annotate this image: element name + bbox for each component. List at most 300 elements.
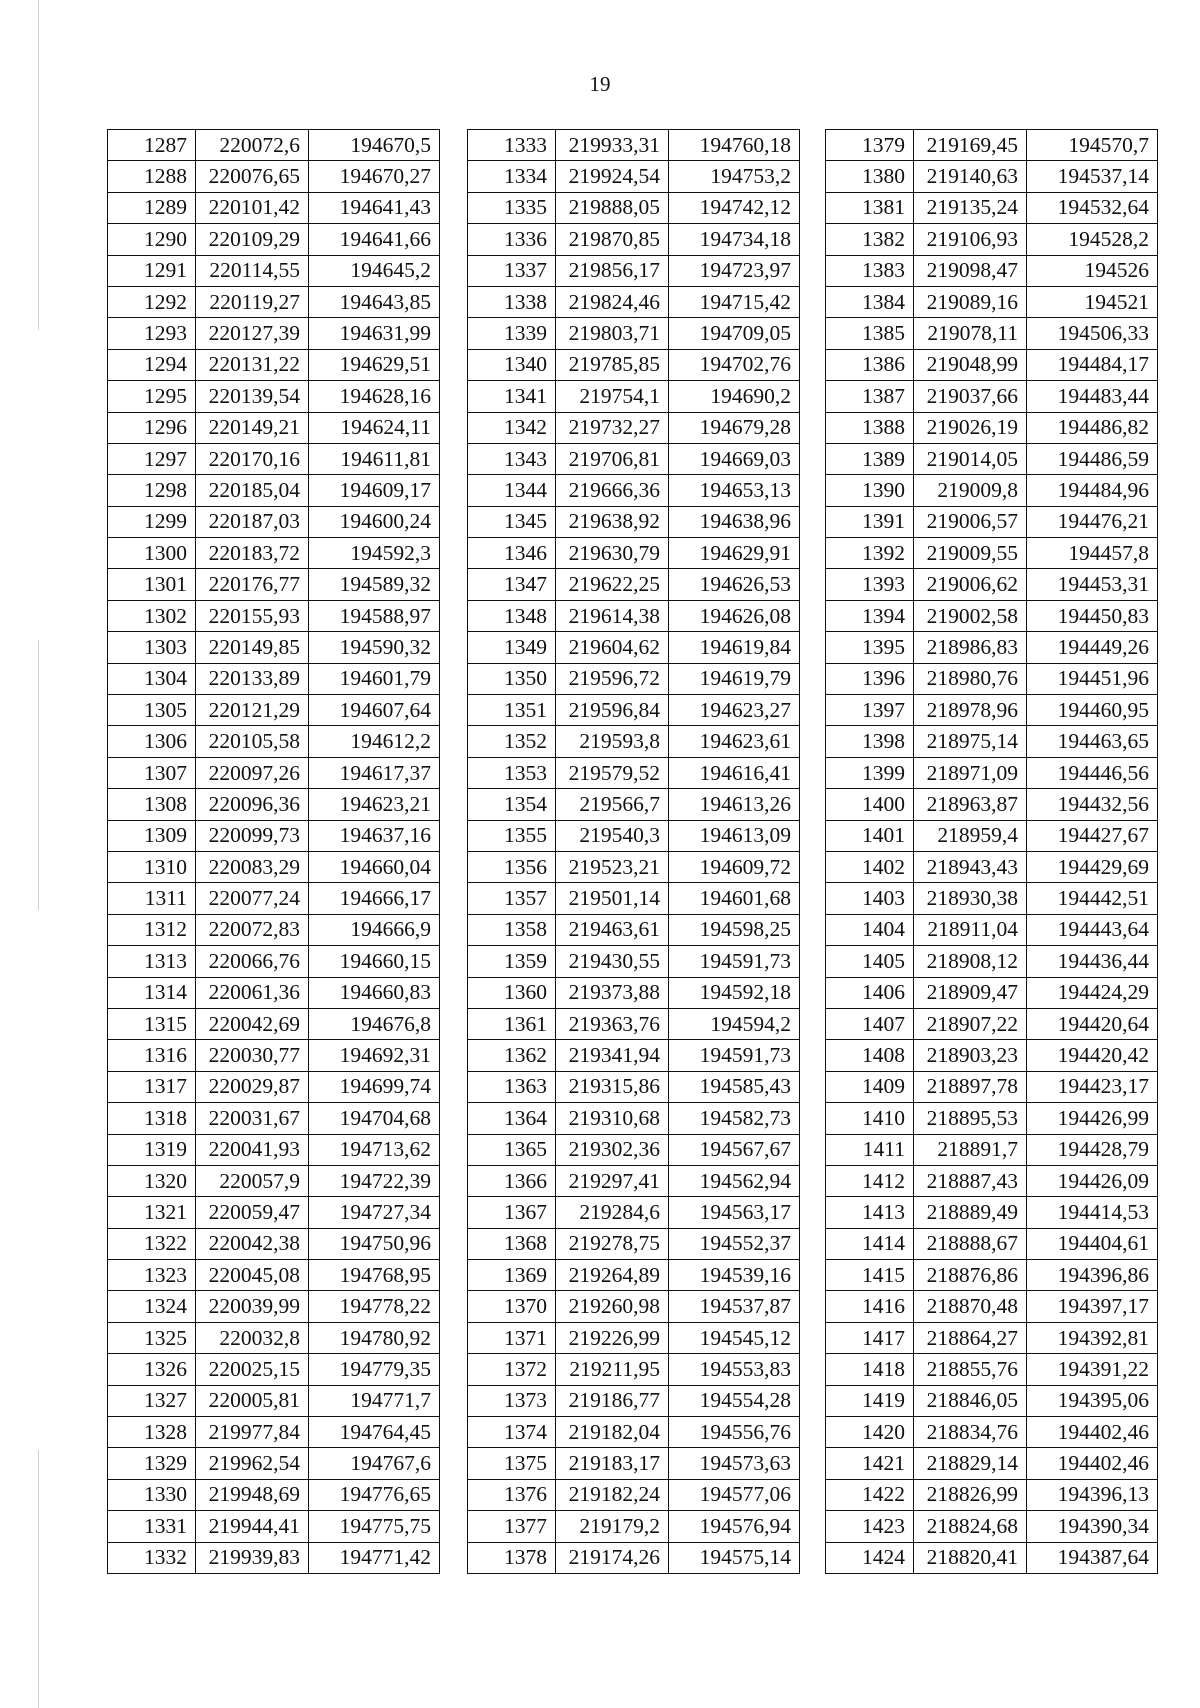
- table-row: [826, 1354, 1158, 1385]
- table-row: [108, 255, 440, 286]
- table-row: [826, 1040, 1158, 1071]
- point-number-cell: 1360: [468, 977, 556, 1008]
- x-coordinate-cell: 218855,76: [914, 1354, 1027, 1385]
- x-coordinate-cell: 219803,71: [556, 318, 669, 349]
- point-number-cell: 1390: [826, 475, 914, 506]
- y-coordinate-cell: 194638,96: [669, 506, 800, 537]
- x-coordinate-cell: 218891,7: [914, 1134, 1027, 1165]
- point-number-cell: 1306: [108, 726, 196, 757]
- y-coordinate-cell: 194443,64: [1027, 914, 1158, 945]
- x-coordinate-cell: 218887,43: [914, 1165, 1027, 1196]
- point-number-cell: 1322: [108, 1228, 196, 1259]
- scan-margin-line-bottom: [38, 1450, 39, 1708]
- table-row: [468, 1071, 800, 1102]
- y-coordinate-cell: 194562,94: [669, 1165, 800, 1196]
- point-number-cell: 1317: [108, 1071, 196, 1102]
- point-number-cell: 1363: [468, 1071, 556, 1102]
- table-row: [468, 1134, 800, 1165]
- y-coordinate-cell: 194563,17: [669, 1197, 800, 1228]
- point-number-cell: 1318: [108, 1103, 196, 1134]
- y-coordinate-cell: 194391,22: [1027, 1354, 1158, 1385]
- table-row: [108, 851, 440, 882]
- table-row: [826, 1228, 1158, 1259]
- y-coordinate-cell: 194690,2: [669, 381, 800, 412]
- table-row: [826, 1448, 1158, 1479]
- point-number-cell: 1358: [468, 914, 556, 945]
- point-number-cell: 1384: [826, 286, 914, 317]
- table-row: [468, 161, 800, 192]
- table-row: [826, 883, 1158, 914]
- x-coordinate-cell: 220149,85: [196, 632, 309, 663]
- y-coordinate-cell: 194609,17: [309, 475, 440, 506]
- y-coordinate-cell: 194637,16: [309, 820, 440, 851]
- x-coordinate-cell: 219078,11: [914, 318, 1027, 349]
- table-row: [826, 757, 1158, 788]
- table-row: [468, 1103, 800, 1134]
- x-coordinate-cell: 218943,43: [914, 851, 1027, 882]
- table-row: [826, 412, 1158, 443]
- y-coordinate-cell: 194723,97: [669, 255, 800, 286]
- x-coordinate-cell: 219924,54: [556, 161, 669, 192]
- table-row: [826, 851, 1158, 882]
- table-row: [108, 224, 440, 255]
- y-coordinate-cell: 194594,2: [669, 1008, 800, 1039]
- x-coordinate-cell: 219260,98: [556, 1291, 669, 1322]
- x-coordinate-cell: 219666,36: [556, 475, 669, 506]
- y-coordinate-cell: 194778,22: [309, 1291, 440, 1322]
- y-coordinate-cell: 194692,31: [309, 1040, 440, 1071]
- table-row: [468, 977, 800, 1008]
- table-row: [468, 1040, 800, 1071]
- table-row: [108, 632, 440, 663]
- coordinates-table-2: [467, 129, 800, 1574]
- point-number-cell: 1399: [826, 757, 914, 788]
- table-row: [468, 1417, 800, 1448]
- point-number-cell: 1326: [108, 1354, 196, 1385]
- point-number-cell: 1290: [108, 224, 196, 255]
- x-coordinate-cell: 219933,31: [556, 130, 669, 161]
- point-number-cell: 1311: [108, 883, 196, 914]
- x-coordinate-cell: 218978,96: [914, 695, 1027, 726]
- y-coordinate-cell: 194528,2: [1027, 224, 1158, 255]
- table-row: [826, 161, 1158, 192]
- x-coordinate-cell: 219523,21: [556, 851, 669, 882]
- table-row: [468, 130, 800, 161]
- x-coordinate-cell: 220025,15: [196, 1354, 309, 1385]
- table-row: [468, 318, 800, 349]
- coordinates-table-1: [107, 129, 440, 1574]
- table-row: [826, 192, 1158, 223]
- y-coordinate-cell: 194760,18: [669, 130, 800, 161]
- table-row: [826, 1511, 1158, 1542]
- x-coordinate-cell: 218820,41: [914, 1542, 1027, 1573]
- point-number-cell: 1328: [108, 1417, 196, 1448]
- y-coordinate-cell: 194396,86: [1027, 1260, 1158, 1291]
- table-row: [468, 569, 800, 600]
- x-coordinate-cell: 220155,93: [196, 600, 309, 631]
- y-coordinate-cell: 194780,92: [309, 1322, 440, 1353]
- y-coordinate-cell: 194426,99: [1027, 1103, 1158, 1134]
- x-coordinate-cell: 220170,16: [196, 443, 309, 474]
- point-number-cell: 1420: [826, 1417, 914, 1448]
- point-number-cell: 1296: [108, 412, 196, 443]
- table-row: [108, 1448, 440, 1479]
- table-row: [826, 977, 1158, 1008]
- y-coordinate-cell: 194609,72: [669, 851, 800, 882]
- x-coordinate-cell: 220105,58: [196, 726, 309, 757]
- x-coordinate-cell: 220042,38: [196, 1228, 309, 1259]
- table-row: [826, 318, 1158, 349]
- table-row: [108, 161, 440, 192]
- y-coordinate-cell: 194591,73: [669, 1040, 800, 1071]
- y-coordinate-cell: 194629,51: [309, 349, 440, 380]
- y-coordinate-cell: 194702,76: [669, 349, 800, 380]
- x-coordinate-cell: 220059,47: [196, 1197, 309, 1228]
- table-row: [108, 946, 440, 977]
- point-number-cell: 1287: [108, 130, 196, 161]
- point-number-cell: 1356: [468, 851, 556, 882]
- point-number-cell: 1381: [826, 192, 914, 223]
- y-coordinate-cell: 194641,43: [309, 192, 440, 223]
- x-coordinate-cell: 218870,48: [914, 1291, 1027, 1322]
- y-coordinate-cell: 194420,42: [1027, 1040, 1158, 1071]
- y-coordinate-cell: 194601,68: [669, 883, 800, 914]
- x-coordinate-cell: 219026,19: [914, 412, 1027, 443]
- point-number-cell: 1309: [108, 820, 196, 851]
- x-coordinate-cell: 220061,36: [196, 977, 309, 1008]
- point-number-cell: 1342: [468, 412, 556, 443]
- y-coordinate-cell: 194679,28: [669, 412, 800, 443]
- point-number-cell: 1294: [108, 349, 196, 380]
- point-number-cell: 1339: [468, 318, 556, 349]
- point-number-cell: 1374: [468, 1417, 556, 1448]
- table-row: [468, 412, 800, 443]
- point-number-cell: 1371: [468, 1322, 556, 1353]
- table-row: [108, 443, 440, 474]
- point-number-cell: 1335: [468, 192, 556, 223]
- point-number-cell: 1352: [468, 726, 556, 757]
- x-coordinate-cell: 219006,62: [914, 569, 1027, 600]
- table-row: [108, 475, 440, 506]
- point-number-cell: 1299: [108, 506, 196, 537]
- table-row: [468, 1448, 800, 1479]
- y-coordinate-cell: 194611,81: [309, 443, 440, 474]
- point-number-cell: 1410: [826, 1103, 914, 1134]
- table-row: [108, 1071, 440, 1102]
- y-coordinate-cell: 194436,44: [1027, 946, 1158, 977]
- x-coordinate-cell: 220127,39: [196, 318, 309, 349]
- table-row: [468, 1322, 800, 1353]
- table-row: [468, 632, 800, 663]
- x-coordinate-cell: 220057,9: [196, 1165, 309, 1196]
- point-number-cell: 1405: [826, 946, 914, 977]
- point-number-cell: 1301: [108, 569, 196, 600]
- x-coordinate-cell: 218908,12: [914, 946, 1027, 977]
- x-coordinate-cell: 220005,81: [196, 1385, 309, 1416]
- point-number-cell: 1404: [826, 914, 914, 945]
- x-coordinate-cell: 220097,26: [196, 757, 309, 788]
- point-number-cell: 1378: [468, 1542, 556, 1573]
- table-row: [108, 1291, 440, 1322]
- point-number-cell: 1421: [826, 1448, 914, 1479]
- point-number-cell: 1414: [826, 1228, 914, 1259]
- scan-margin-line-middle: [38, 640, 39, 910]
- y-coordinate-cell: 194613,26: [669, 789, 800, 820]
- table-row: [468, 1008, 800, 1039]
- y-coordinate-cell: 194775,75: [309, 1511, 440, 1542]
- point-number-cell: 1340: [468, 349, 556, 380]
- point-number-cell: 1291: [108, 255, 196, 286]
- y-coordinate-cell: 194483,44: [1027, 381, 1158, 412]
- table-row: [826, 286, 1158, 317]
- point-number-cell: 1366: [468, 1165, 556, 1196]
- x-coordinate-cell: 219430,55: [556, 946, 669, 977]
- table-row: [468, 506, 800, 537]
- x-coordinate-cell: 219948,69: [196, 1479, 309, 1510]
- y-coordinate-cell: 194521: [1027, 286, 1158, 317]
- table-row: [468, 443, 800, 474]
- x-coordinate-cell: 218824,68: [914, 1511, 1027, 1542]
- point-number-cell: 1346: [468, 538, 556, 569]
- point-number-cell: 1316: [108, 1040, 196, 1071]
- y-coordinate-cell: 194577,06: [669, 1479, 800, 1510]
- coordinates-table-body: [826, 130, 1158, 1574]
- x-coordinate-cell: 219341,94: [556, 1040, 669, 1071]
- table-row: [468, 1165, 800, 1196]
- table-row: [468, 286, 800, 317]
- x-coordinate-cell: 219302,36: [556, 1134, 669, 1165]
- x-coordinate-cell: 219870,85: [556, 224, 669, 255]
- x-coordinate-cell: 219186,77: [556, 1385, 669, 1416]
- x-coordinate-cell: 220121,29: [196, 695, 309, 726]
- point-number-cell: 1385: [826, 318, 914, 349]
- y-coordinate-cell: 194623,61: [669, 726, 800, 757]
- point-number-cell: 1355: [468, 820, 556, 851]
- table-row: [826, 946, 1158, 977]
- table-row: [826, 569, 1158, 600]
- table-row: [108, 1511, 440, 1542]
- point-number-cell: 1417: [826, 1322, 914, 1353]
- table-row: [468, 349, 800, 380]
- y-coordinate-cell: 194387,64: [1027, 1542, 1158, 1573]
- x-coordinate-cell: 219315,86: [556, 1071, 669, 1102]
- y-coordinate-cell: 194582,73: [669, 1103, 800, 1134]
- x-coordinate-cell: 220183,72: [196, 538, 309, 569]
- x-coordinate-cell: 220131,22: [196, 349, 309, 380]
- coordinates-table-body: [468, 130, 800, 1574]
- table-row: [108, 757, 440, 788]
- x-coordinate-cell: 219183,17: [556, 1448, 669, 1479]
- table-row: [108, 1134, 440, 1165]
- point-number-cell: 1308: [108, 789, 196, 820]
- point-number-cell: 1331: [108, 1511, 196, 1542]
- x-coordinate-cell: 219006,57: [914, 506, 1027, 537]
- point-number-cell: 1321: [108, 1197, 196, 1228]
- y-coordinate-cell: 194442,51: [1027, 883, 1158, 914]
- point-number-cell: 1400: [826, 789, 914, 820]
- y-coordinate-cell: 194457,8: [1027, 538, 1158, 569]
- y-coordinate-cell: 194660,15: [309, 946, 440, 977]
- x-coordinate-cell: 219009,8: [914, 475, 1027, 506]
- point-number-cell: 1348: [468, 600, 556, 631]
- y-coordinate-cell: 194641,66: [309, 224, 440, 255]
- x-coordinate-cell: 219135,24: [914, 192, 1027, 223]
- y-coordinate-cell: 194539,16: [669, 1260, 800, 1291]
- table-row: [826, 349, 1158, 380]
- point-number-cell: 1367: [468, 1197, 556, 1228]
- x-coordinate-cell: 220041,93: [196, 1134, 309, 1165]
- table-row: [468, 1511, 800, 1542]
- x-coordinate-cell: 219169,45: [914, 130, 1027, 161]
- point-number-cell: 1329: [108, 1448, 196, 1479]
- x-coordinate-cell: 219638,92: [556, 506, 669, 537]
- point-number-cell: 1382: [826, 224, 914, 255]
- y-coordinate-cell: 194727,34: [309, 1197, 440, 1228]
- x-coordinate-cell: 219037,66: [914, 381, 1027, 412]
- y-coordinate-cell: 194768,95: [309, 1260, 440, 1291]
- x-coordinate-cell: 219014,05: [914, 443, 1027, 474]
- x-coordinate-cell: 219278,75: [556, 1228, 669, 1259]
- x-coordinate-cell: 220032,8: [196, 1322, 309, 1353]
- point-number-cell: 1375: [468, 1448, 556, 1479]
- point-number-cell: 1416: [826, 1291, 914, 1322]
- y-coordinate-cell: 194589,32: [309, 569, 440, 600]
- point-number-cell: 1402: [826, 851, 914, 882]
- y-coordinate-cell: 194576,94: [669, 1511, 800, 1542]
- y-coordinate-cell: 194591,73: [669, 946, 800, 977]
- x-coordinate-cell: 218864,27: [914, 1322, 1027, 1353]
- y-coordinate-cell: 194537,14: [1027, 161, 1158, 192]
- x-coordinate-cell: 220072,83: [196, 914, 309, 945]
- table-row: [108, 1417, 440, 1448]
- table-row: [108, 349, 440, 380]
- x-coordinate-cell: 219706,81: [556, 443, 669, 474]
- table-row: [468, 757, 800, 788]
- point-number-cell: 1415: [826, 1260, 914, 1291]
- x-coordinate-cell: 220076,65: [196, 161, 309, 192]
- x-coordinate-cell: 219140,63: [914, 161, 1027, 192]
- table-row: [468, 883, 800, 914]
- point-number-cell: 1314: [108, 977, 196, 1008]
- x-coordinate-cell: 219501,14: [556, 883, 669, 914]
- x-coordinate-cell: 220031,67: [196, 1103, 309, 1134]
- x-coordinate-cell: 218834,76: [914, 1417, 1027, 1448]
- table-row: [468, 789, 800, 820]
- y-coordinate-cell: 194428,79: [1027, 1134, 1158, 1165]
- y-coordinate-cell: 194463,65: [1027, 726, 1158, 757]
- y-coordinate-cell: 194484,17: [1027, 349, 1158, 380]
- y-coordinate-cell: 194660,83: [309, 977, 440, 1008]
- x-coordinate-cell: 220042,69: [196, 1008, 309, 1039]
- table-row: [108, 130, 440, 161]
- point-number-cell: 1319: [108, 1134, 196, 1165]
- x-coordinate-cell: 219732,27: [556, 412, 669, 443]
- point-number-cell: 1398: [826, 726, 914, 757]
- table-row: [826, 1071, 1158, 1102]
- x-coordinate-cell: 219614,38: [556, 600, 669, 631]
- x-coordinate-cell: 220029,87: [196, 1071, 309, 1102]
- y-coordinate-cell: 194588,97: [309, 600, 440, 631]
- y-coordinate-cell: 194742,12: [669, 192, 800, 223]
- point-number-cell: 1372: [468, 1354, 556, 1385]
- x-coordinate-cell: 219226,99: [556, 1322, 669, 1353]
- y-coordinate-cell: 194704,68: [309, 1103, 440, 1134]
- y-coordinate-cell: 194643,85: [309, 286, 440, 317]
- point-number-cell: 1297: [108, 443, 196, 474]
- x-coordinate-cell: 219264,89: [556, 1260, 669, 1291]
- table-row: [108, 663, 440, 694]
- y-coordinate-cell: 194676,8: [309, 1008, 440, 1039]
- point-number-cell: 1395: [826, 632, 914, 663]
- x-coordinate-cell: 220101,42: [196, 192, 309, 223]
- point-number-cell: 1334: [468, 161, 556, 192]
- table-row: [468, 946, 800, 977]
- y-coordinate-cell: 194750,96: [309, 1228, 440, 1259]
- x-coordinate-cell: 220139,54: [196, 381, 309, 412]
- table-row: [826, 1008, 1158, 1039]
- point-number-cell: 1343: [468, 443, 556, 474]
- y-coordinate-cell: 194537,87: [669, 1291, 800, 1322]
- x-coordinate-cell: 218889,49: [914, 1197, 1027, 1228]
- table-row: [108, 1260, 440, 1291]
- page-number: 19: [589, 72, 611, 96]
- x-coordinate-cell: 218888,67: [914, 1228, 1027, 1259]
- table-row: [826, 1260, 1158, 1291]
- point-number-cell: 1380: [826, 161, 914, 192]
- point-number-cell: 1406: [826, 977, 914, 1008]
- table-row: [468, 1260, 800, 1291]
- x-coordinate-cell: 220119,27: [196, 286, 309, 317]
- x-coordinate-cell: 220030,77: [196, 1040, 309, 1071]
- x-coordinate-cell: 220185,04: [196, 475, 309, 506]
- point-number-cell: 1388: [826, 412, 914, 443]
- point-number-cell: 1376: [468, 1479, 556, 1510]
- table-row: [826, 663, 1158, 694]
- table-row: [826, 1291, 1158, 1322]
- x-coordinate-cell: 218930,38: [914, 883, 1027, 914]
- coordinates-table-3: [825, 129, 1158, 1574]
- x-coordinate-cell: 218876,86: [914, 1260, 1027, 1291]
- y-coordinate-cell: 194776,65: [309, 1479, 440, 1510]
- table-row: [826, 130, 1158, 161]
- point-number-cell: 1368: [468, 1228, 556, 1259]
- y-coordinate-cell: 194526: [1027, 255, 1158, 286]
- point-number-cell: 1361: [468, 1008, 556, 1039]
- table-row: [108, 789, 440, 820]
- y-coordinate-cell: 194532,64: [1027, 192, 1158, 223]
- x-coordinate-cell: 220096,36: [196, 789, 309, 820]
- table-row: [826, 726, 1158, 757]
- table-row: [468, 224, 800, 255]
- y-coordinate-cell: 194423,17: [1027, 1071, 1158, 1102]
- point-number-cell: 1320: [108, 1165, 196, 1196]
- y-coordinate-cell: 194506,33: [1027, 318, 1158, 349]
- table-row: [826, 820, 1158, 851]
- table-row: [108, 726, 440, 757]
- x-coordinate-cell: 220039,99: [196, 1291, 309, 1322]
- x-coordinate-cell: 219179,2: [556, 1511, 669, 1542]
- y-coordinate-cell: 194607,64: [309, 695, 440, 726]
- point-number-cell: 1413: [826, 1197, 914, 1228]
- x-coordinate-cell: 218826,99: [914, 1479, 1027, 1510]
- table-row: [826, 1134, 1158, 1165]
- table-row: [108, 569, 440, 600]
- point-number-cell: 1310: [108, 851, 196, 882]
- point-number-cell: 1383: [826, 255, 914, 286]
- table-row: [108, 1385, 440, 1416]
- y-coordinate-cell: 194600,24: [309, 506, 440, 537]
- table-row: [108, 600, 440, 631]
